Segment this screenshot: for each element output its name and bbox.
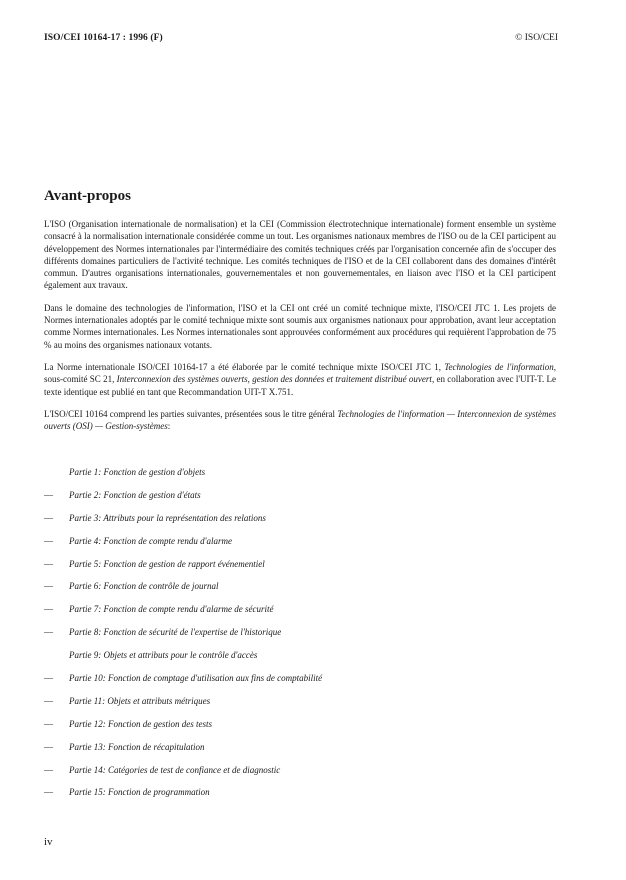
paragraph-text: L'ISO/CEI 10164 comprend les parties suivantes, présentées sous le titre général [44,408,338,419]
list-item [44,695,556,718]
part-title: Partie 13: Fonction de récapitulation [69,741,205,752]
paragraph-text: Dans le domaine des technologies de l'information, l'ISO et la CEI ont créé un comité technique mixte, l'ISO/CEI JTC 1. Les projets de Normes internationales adoptés par le comité technique mixte sont soumis aux organismes nationaux pour approbation, avant leur acceptation comme Normes internationales. Les Normes internationales sont approuvées conformément aux procédures qui requièrent l'approbation de 75 % au moins des organismes nationaux votants. [44,302,556,350]
list-dash: — [44,558,53,569]
list-item [44,558,556,581]
standard-reference: ISO/CEI 10164-17 : 1996 (F) [44,33,163,43]
list-item [44,741,556,764]
list-item [44,649,556,672]
part-title: Partie 7: Fonction de compte rendu d'alarme de sécurité [69,604,274,615]
list-item [44,489,556,512]
list-dash: — [44,741,53,752]
copyright-notice: © ISO/CEI [515,33,558,43]
list-item [44,786,556,809]
list-item [44,718,556,741]
part-title: Partie 6: Fonction de contrôle de journal [69,581,219,592]
list-dash: — [44,489,53,500]
part-title: Partie 11: Objets et attributs métriques [69,695,211,706]
paragraph-preparation [44,361,556,398]
list-dash: — [44,627,53,638]
part-title: Partie 14: Catégories de test de confiance et de diagnostic [69,764,281,775]
paragraph-jtc1 [44,302,556,351]
page-title: Avant-propos [44,188,131,204]
paragraph-text: L'ISO (Organisation internationale de normalisation) et la CEI (Commission électrotechnique internationale) forment ensemble un système consacré à la normalisation internationale considérée comme un tout. Les organismes nationaux membres de l'ISO ou de la CEI participent au développement des Normes internationales par l'intermédiaire des comités techniques créés par l'organisation concernée afin de s'occuper des différents domaines particuliers de l'activité technique. Les comités techniques de l'ISO et de la CEI collaborent dans des domaines d'intérêt commun. D'autres organisations internationales, gouvernementales et non gouvernementales, en liaison avec l'ISO et la CEI participent également aux travaux. [44,219,556,291]
list-item [44,466,556,489]
paragraph-parts-intro [44,408,556,433]
list-item [44,672,556,695]
part-title: Partie 1: Fonction de gestion d'objets [69,467,206,477]
list-dash: — [44,787,53,798]
part-title: Partie 5: Fonction de gestion de rapport événementiel [69,558,265,569]
part-title: Partie 4: Fonction de compte rendu d'alarme [69,535,233,546]
list-dash: — [44,581,53,592]
part-title: Partie 10: Fonction de comptage d'utilisation aux fins de comptabilité [69,673,323,684]
list-item [44,626,556,649]
list-item [44,764,556,787]
part-title: Partie 12: Fonction de gestion des tests [69,718,212,729]
committee-title: Technologies de l'information [444,361,554,372]
list-dash: — [44,673,53,684]
part-title: Partie 15: Fonction de programmation [69,787,210,798]
list-dash: — [44,764,53,775]
part-title: Partie 8: Fonction de sécurité de l'expertise de l'historique [69,627,282,638]
paragraph-text: : [167,421,171,432]
parts-list [44,466,556,809]
paragraph-iso-iec [44,218,556,292]
part-title: Partie 9: Objets et attributs pour le contrôle d'accès [69,650,258,661]
foreword-body [44,218,556,432]
general-title: Technologies de l'information — Interconnexion de systèmes ouverts (OSI) — Gestion-systèmes [44,408,556,432]
list-dash: — [44,604,53,615]
list-dash: — [44,695,53,706]
list-item [44,535,556,558]
paragraph-text: , en collaboration avec l'UIT-T. Le texte identique est publié en tant que Recommandation UIT-T X.751. [44,374,556,397]
paragraph-text: , sous-comité SC 21, [44,361,556,385]
list-dash: — [44,718,53,729]
part-title: Partie 2: Fonction de gestion d'états [69,489,201,500]
list-item [44,580,556,603]
page-number: iv [44,836,53,848]
subcommittee-title: Interconnexion des systèmes ouverts, gestion des données et traitement distribué ouvert [116,374,432,385]
list-item [44,512,556,535]
list-item [44,603,556,626]
paragraph-text: La Norme internationale ISO/CEI 10164-17 a été élaborée par le comité technique mixte ISO/CEI JTC 1, [44,361,445,372]
part-title: Partie 3: Attributs pour la représentation des relations [69,512,266,523]
list-dash: — [44,512,53,523]
list-dash: — [44,535,53,546]
